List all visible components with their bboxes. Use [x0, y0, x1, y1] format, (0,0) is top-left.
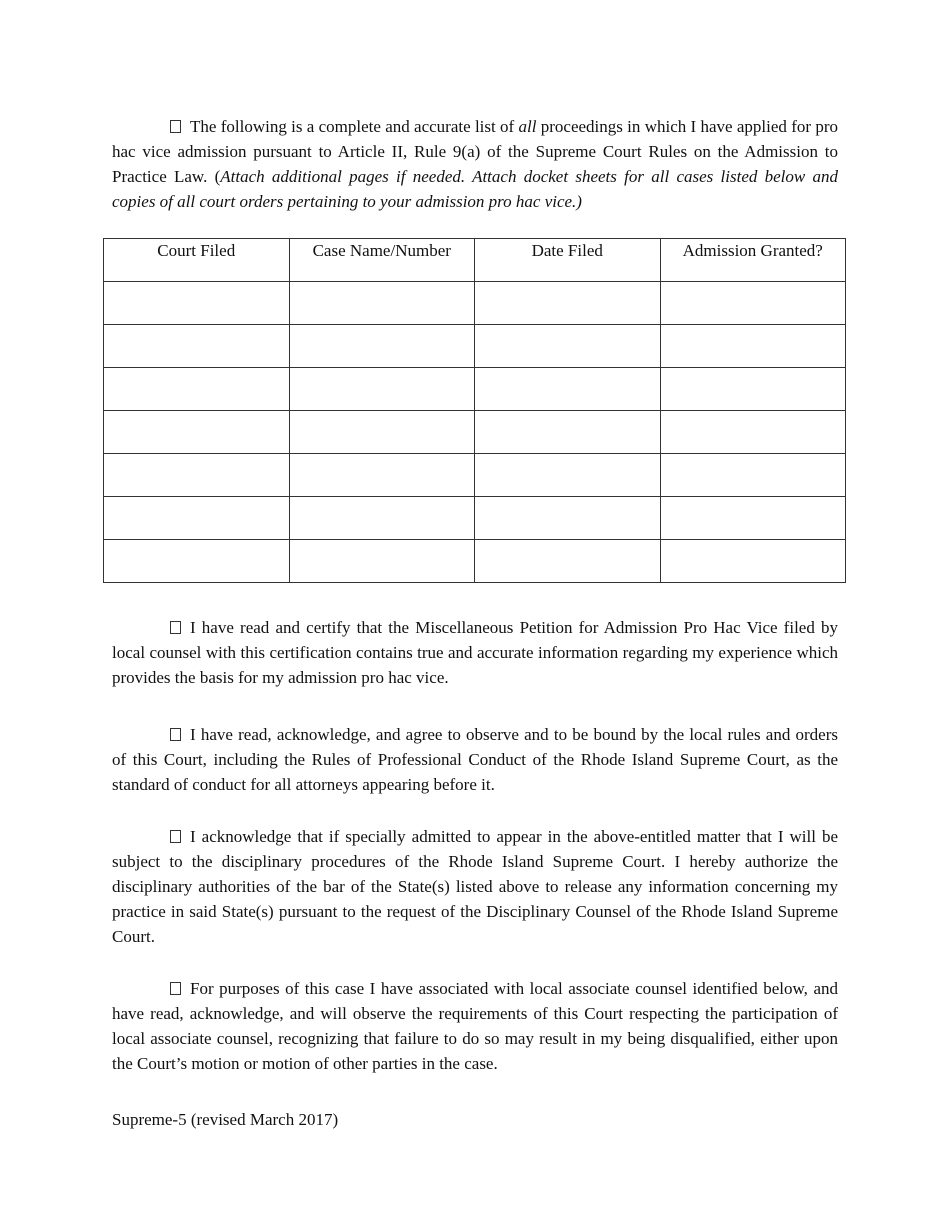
- p1-text-a: The following is a complete and accurate list of: [190, 117, 519, 136]
- table-row: [104, 325, 846, 368]
- date-filed-cell[interactable]: [475, 454, 661, 497]
- case-name-number-cell[interactable]: [289, 325, 475, 368]
- table-row: [104, 454, 846, 497]
- local-rules-checkbox[interactable]: [170, 728, 181, 741]
- case-name-number-cell[interactable]: [289, 368, 475, 411]
- case-name-number-cell[interactable]: [289, 282, 475, 325]
- proceedings-table: [103, 238, 846, 583]
- admission-granted-cell[interactable]: [660, 368, 846, 411]
- local-counsel-statement: [112, 976, 838, 1076]
- p4-text: I acknowledge that if specially admitted to appear in the above-entitled matter that I will be subject to the disciplinary procedures of the Rhode Island Supreme Court. I hereby authorize the disciplinary authorities of the bar of the State(s) listed above to release any information concerning my practice in said State(s) pursuant to the request of the Disciplinary Counsel of the Rhode Island Supreme Court.: [112, 827, 838, 946]
- table-row: [104, 282, 846, 325]
- table-row: [104, 540, 846, 583]
- petition-certification-statement: [112, 615, 838, 690]
- petition-certification-checkbox[interactable]: [170, 621, 181, 634]
- date-filed-cell[interactable]: [475, 411, 661, 454]
- admission-granted-cell[interactable]: [660, 325, 846, 368]
- header-date-filed: Date Filed: [475, 239, 661, 282]
- court-filed-cell[interactable]: [104, 454, 290, 497]
- date-filed-cell[interactable]: [475, 368, 661, 411]
- case-name-number-cell[interactable]: [289, 540, 475, 583]
- p1-text-instructions: Attach additional pages if needed. Attach docket sheets for all cases listed below and copies of all court orders pertaining to your admission pro hac vice.): [112, 167, 839, 211]
- proceedings-list-checkbox[interactable]: [170, 120, 181, 133]
- case-name-number-cell[interactable]: [289, 497, 475, 540]
- disciplinary-statement: [112, 824, 838, 949]
- p1-text-c: proceedings in which I have applied for pro hac vice admission pursuant to Article II, Rule 9(a) of the Supreme Court Rules on the Admission to Practice Law. (: [112, 117, 838, 186]
- date-filed-cell[interactable]: [475, 540, 661, 583]
- table-row: [104, 497, 846, 540]
- admission-granted-cell[interactable]: [660, 411, 846, 454]
- header-court-filed: Court Filed: [104, 239, 290, 282]
- local-rules-statement: [112, 722, 838, 797]
- proceedings-list-statement: [112, 114, 838, 214]
- admission-granted-cell[interactable]: [660, 454, 846, 497]
- court-filed-cell[interactable]: [104, 540, 290, 583]
- p5-text: For purposes of this case I have associated with local associate counsel identified below, and have read, acknowledge, and will observe the requirements of this Court respecting the participation of local associate counsel, recognizing that failure to do so may result in my being disqualified, either upon the Court’s motion or motion of other parties in the case.: [112, 979, 838, 1073]
- court-filed-cell[interactable]: [104, 282, 290, 325]
- p2-text: I have read and certify that the Miscellaneous Petition for Admission Pro Hac Vice filed by local counsel with this certification contains true and accurate information regarding my experience which provides the basis for my admission pro hac vice.: [112, 618, 838, 687]
- table-header-row: [104, 239, 846, 282]
- date-filed-cell[interactable]: [475, 325, 661, 368]
- local-counsel-checkbox[interactable]: [170, 982, 181, 995]
- court-filed-cell[interactable]: [104, 497, 290, 540]
- court-filed-cell[interactable]: [104, 411, 290, 454]
- header-admission-granted: Admission Granted?: [660, 239, 846, 282]
- disciplinary-checkbox[interactable]: [170, 830, 181, 843]
- date-filed-cell[interactable]: [475, 282, 661, 325]
- table-row: [104, 368, 846, 411]
- case-name-number-cell[interactable]: [289, 411, 475, 454]
- p3-text: I have read, acknowledge, and agree to observe and to be bound by the local rules and orders of this Court, including the Rules of Professional Conduct of the Rhode Island Supreme Court, as the standard of conduct for all attorneys appearing before it.: [112, 725, 838, 794]
- court-filed-cell[interactable]: [104, 368, 290, 411]
- admission-granted-cell[interactable]: [660, 497, 846, 540]
- admission-granted-cell[interactable]: [660, 540, 846, 583]
- admission-granted-cell[interactable]: [660, 282, 846, 325]
- case-name-number-cell[interactable]: [289, 454, 475, 497]
- header-case-name-number: Case Name/Number: [289, 239, 475, 282]
- form-revision-footer: Supreme-5 (revised March 2017): [112, 1110, 339, 1129]
- p1-text-emphasis: all: [518, 117, 537, 136]
- court-filed-cell[interactable]: [104, 325, 290, 368]
- date-filed-cell[interactable]: [475, 497, 661, 540]
- table-row: [104, 411, 846, 454]
